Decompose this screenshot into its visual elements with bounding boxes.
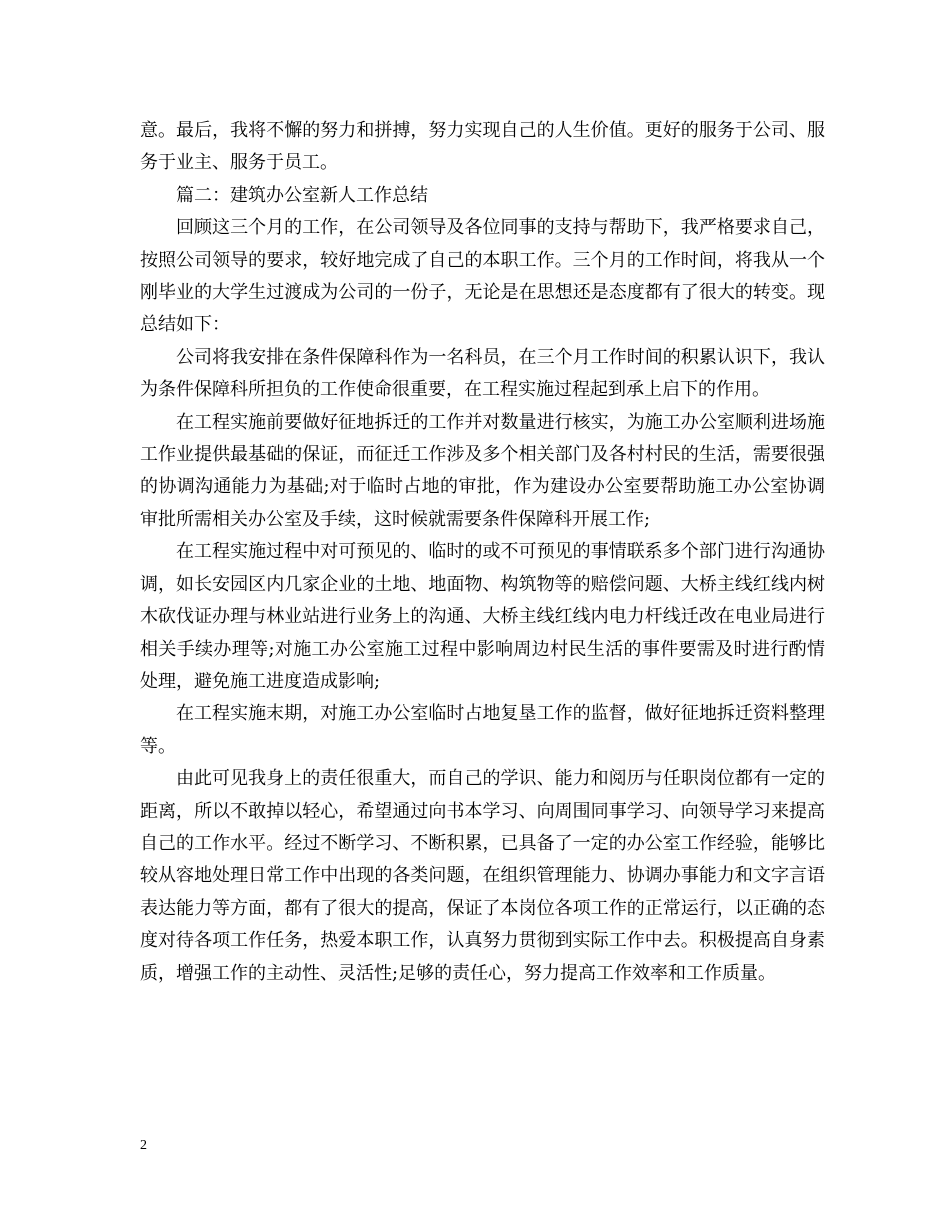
paragraph: 在工程实施末期，对施工办公室临时占地复垦工作的监督，做好征地拆迁资料整理等。 xyxy=(140,703,825,757)
paragraph: 在工程实施前要做好征地拆迁的工作并对数量进行核实，为施工办公室顺利进场施工作业提供最基础的保证，而征迁工作涉及多个相关部门及各村村民的生活，需要很强的协调沟通能力为基础;对于临时占地的审批，作为建设办公室要帮助施工办公室协调审批所需相关办公室及手续，这时候就需要条件保障科开展工作; xyxy=(140,411,825,530)
paragraph: 由此可见我身上的责任很重大，而自己的学识、能力和阅历与任职岗位都有一定的距离，所以不敢掉以轻心，希望通过向书本学习、向周围同事学习、向领导学习来提高自己的工作水平。经过不断学习、不断积累，已具备了一定的办公室工作经验，能够比较从容地处理日常工作中出现的各类问题，在组织管理能力、协调办事能力和文字言语表达能力等方面，都有了很大的提高，保证了本岗位各项工作的正常运行，以正确的态度对待各项工作任务，热爱本职工作，认真努力贯彻到实际工作中去。积极提高自身素质，增强工作的主动性、灵活性;足够的责任心，努力提高工作效率和工作质量。 xyxy=(140,768,825,984)
body-text xyxy=(140,115,825,990)
paragraph-continuation: 意。最后，我将不懈的努力和拼搏，努力实现自己的人生价值。更好的服务于公司、服务于业主、服务于员工。 xyxy=(140,120,825,174)
paragraph: 在工程实施过程中对可预见的、临时的或不可预见的事情联系多个部门进行沟通协调，如长安园区内几家企业的土地、地面物、构筑物等的赔偿问题、大桥主线红线内树木砍伐证办理与林业站进行业务上的沟通、大桥主线红线内电力杆线迁改在电业局进行相关手续办理等;对施工办公室施工过程中影响周边村民生活的事件要需及时进行酌情处理，避免施工进度造成影响; xyxy=(140,541,825,692)
paragraph: 回顾这三个月的工作，在公司领导及各位同事的支持与帮助下，我严格要求自己，按照公司领导的要求，较好地完成了自己的本职工作。三个月的工作时间，将我从一个刚毕业的大学生过渡成为公司的一份子，无论是在思想还是态度都有了很大的转变。现总结如下： xyxy=(140,217,825,336)
page-number: 2 xyxy=(140,1138,147,1153)
section-heading: 篇二：建筑办公室新人工作总结 xyxy=(176,184,428,206)
paragraph: 公司将我安排在条件保障科作为一名科员，在三个月工作时间的积累认识下，我认为条件保障科所担负的工作使命很重要，在工程实施过程起到承上启下的作用。 xyxy=(140,346,825,401)
